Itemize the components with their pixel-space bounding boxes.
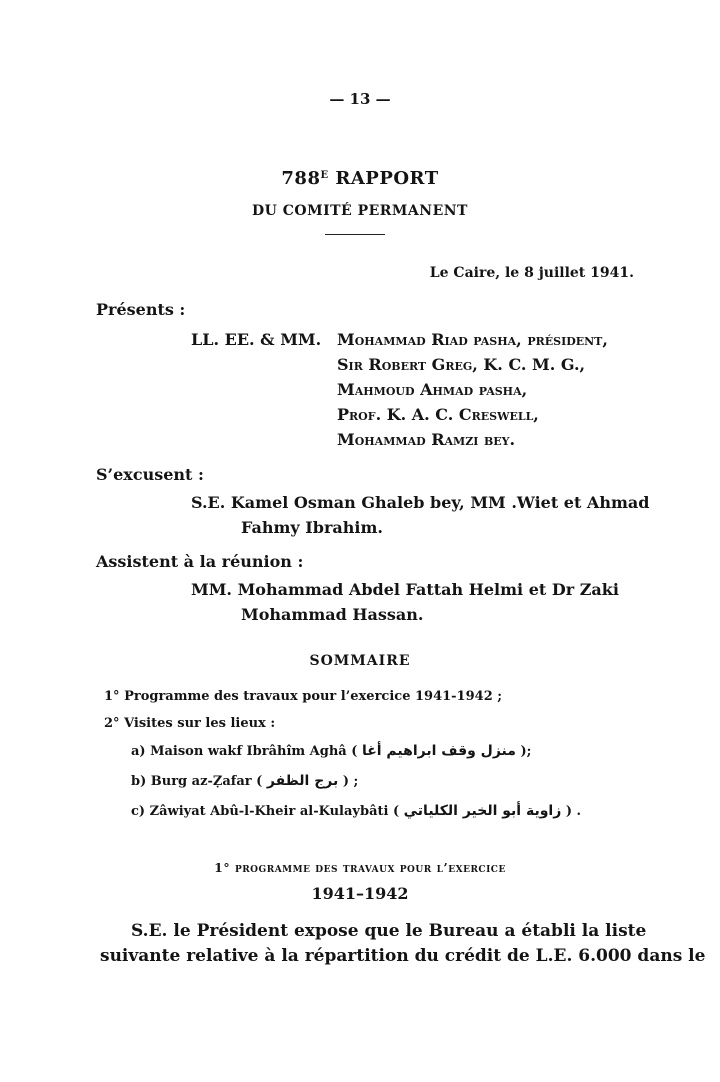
section-years: 1941–1942	[311, 884, 409, 903]
report-title	[0, 168, 720, 189]
sommaire-subitem-b: b) Burg az-Ẓafar ( برج الظفر ) ;	[131, 773, 359, 789]
report-title-word: RAPPORT	[335, 168, 439, 189]
sommaire-item-1: 1° Programme des travaux pour l’exercice 1941-1942 ;	[104, 689, 503, 704]
sommaire-subitem-c: c) Zâwiyat Abû-l-Kheir al-Kulaybâti ( زاوية أبو الخير الكلياتي ) .	[131, 803, 582, 819]
report-number: 788	[281, 168, 321, 189]
sommaire-item-2: 2° Visites sur les lieux :	[104, 716, 276, 731]
section-heading: 1° programme des travaux pour l’exercice	[214, 860, 506, 875]
excusent-line-2: Fahmy Ibrahim.	[241, 518, 383, 537]
member-2: Sir Robert Greg, K. C. M. G.,	[337, 355, 586, 374]
member-4: Prof. K. A. C. Creswell,	[337, 405, 539, 424]
member-1: Mohammad Riad pasha, président,	[337, 330, 608, 349]
presents-label: Présents :	[96, 300, 186, 319]
report-subtitle: DU COMITÉ PERMANENT	[252, 203, 468, 219]
member-3: Mahmoud Ahmad pasha,	[337, 380, 528, 399]
report-number-suffix: E	[320, 170, 329, 181]
paragraph-line-2: suivante relative à la répartition du crédit de L.E. 6.000 dans le	[100, 946, 706, 966]
arabic-name-a: منزل وقف ابراهيم أغا	[361, 743, 516, 759]
dateline: Le Caire, le 8 juillet 1941.	[429, 265, 634, 281]
arabic-name-b: برج الظفر	[266, 773, 339, 789]
presents-prefix: LL. EE. & MM.	[191, 330, 322, 349]
excusent-label: S’excusent :	[96, 465, 204, 484]
title-divider	[325, 234, 385, 235]
excusent-line-1: S.E. Kamel Osman Ghaleb bey, MM .Wiet et Ahmad	[191, 493, 650, 512]
assistent-line-1: MM. Mohammad Abdel Fattah Helmi et Dr Zaki	[191, 580, 619, 599]
arabic-name-c: زاوية أبو الخير الكلياتي	[403, 803, 562, 819]
assistent-line-2: Mohammad Hassan.	[241, 605, 424, 624]
page-number: — 13 —	[329, 90, 391, 108]
sommaire-subitem-a: a) Maison wakf Ibrâhîm Aghâ ( منزل وقف ابراهيم أغا );	[131, 743, 532, 759]
paragraph-line-1: S.E. le Président expose que le Bureau a établi la liste	[131, 921, 647, 941]
sommaire-title: SOMMAIRE	[309, 653, 411, 669]
member-5: Mohammad Ramzi bey.	[337, 430, 516, 449]
assistent-label: Assistent à la réunion :	[96, 552, 304, 571]
